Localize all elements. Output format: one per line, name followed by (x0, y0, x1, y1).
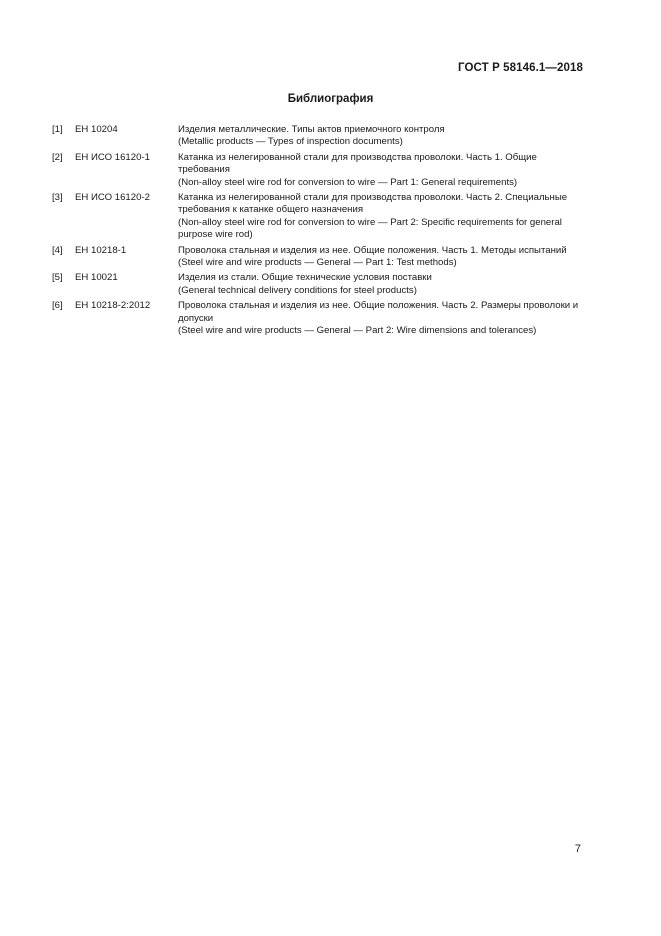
entry-title-ru: Изделия металлические. Типы актов приемочного контроля (178, 124, 445, 135)
entry-reference: ЕН 10204 (75, 124, 118, 135)
entry-title-en: (Non-alloy steel wire rod for conversion to wire — Part 1: General requirements) (178, 176, 518, 188)
bibliography-entry (52, 192, 582, 242)
entry-reference: ЕН 10218-2:2012 (75, 300, 151, 312)
standard-code: ГОСТ Р 58146.1—2018 (458, 62, 583, 74)
section-title: Библиография (287, 93, 374, 105)
entry-title-en: (Metallic products — Types of inspection documents) (178, 136, 403, 148)
entry-number: [6] (52, 300, 63, 312)
entry-description (178, 272, 582, 297)
entry-number: [2] (52, 151, 63, 163)
bibliography-entry (52, 272, 582, 297)
entry-description (178, 300, 582, 337)
bibliography-entry (52, 245, 582, 270)
entry-number: [5] (52, 272, 63, 284)
bibliography-entry (52, 124, 582, 149)
entry-title-ru: Проволока стальная и изделия из нее. Общие положения. Часть 1. Методы испытаний (178, 244, 567, 256)
entry-number: [4] (52, 244, 63, 256)
entry-number: [3] (52, 192, 63, 204)
entry-reference: ЕН ИСО 16120-1 (75, 151, 150, 163)
entry-reference: ЕН ИСО 16120-2 (75, 192, 150, 204)
entry-title-en: (Non-alloy steel wire rod for conversion to wire — Part 2: Specific requirements for general purpose wire rod) (178, 216, 562, 241)
bibliography-entry (52, 152, 582, 189)
entry-title-en: (General technical delivery conditions for steel products) (178, 284, 417, 296)
entry-description (178, 124, 582, 149)
entry-title-ru: Изделия из стали. Общие технические условия поставки (178, 272, 432, 284)
entry-number: [1] (52, 124, 63, 135)
bibliography-entry (52, 300, 582, 337)
entry-title-ru: Катанка из нелегированной стали для производства проволоки. Часть 1. Общие требования (178, 151, 537, 176)
entry-title-ru: Катанка из нелегированной стали для производства проволоки. Часть 2. Специальные требования к катанке общего назначения (178, 192, 568, 216)
bibliography-list (52, 124, 582, 341)
entry-reference: ЕН 10218-1 (75, 244, 127, 256)
page-number: 7 (574, 843, 581, 855)
entry-description (178, 245, 582, 270)
entry-description (178, 192, 582, 242)
entry-reference: ЕН 10021 (75, 272, 118, 284)
entry-title-ru: Проволока стальная и изделия из нее. Общие положения. Часть 2. Размеры проволоки и допуски (178, 300, 579, 324)
entry-title-en: (Steel wire and wire products — General — Part 2: Wire dimensions and tolerances) (178, 325, 537, 337)
entry-description (178, 152, 582, 189)
entry-title-en: (Steel wire and wire products — General — Part 1: Test methods) (178, 257, 457, 269)
